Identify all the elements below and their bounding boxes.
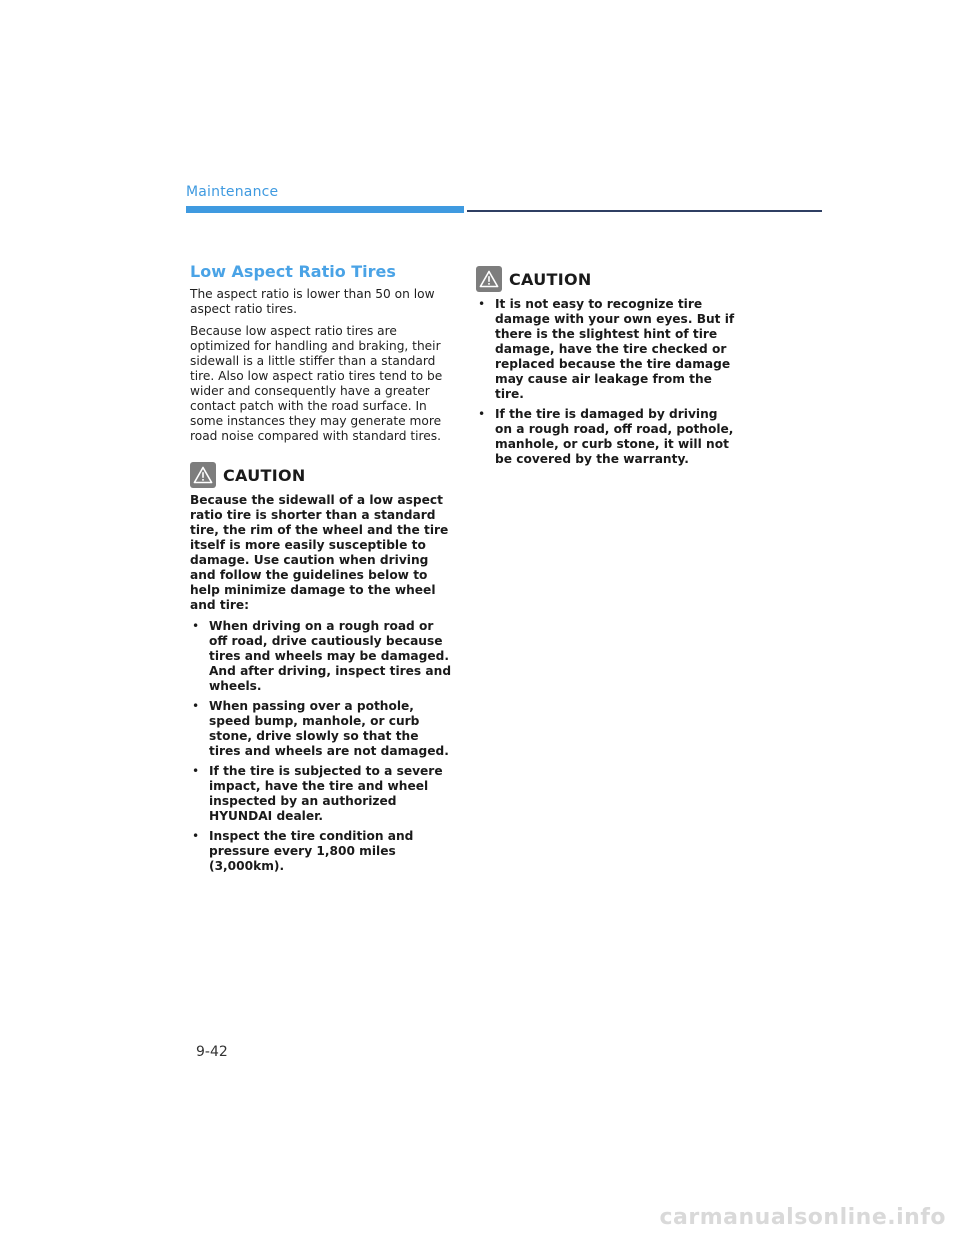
caution-list	[476, 297, 738, 467]
list-item: • Inspect the tire condition and pressure every 1,800 miles (3,000km).	[190, 829, 452, 874]
section-title: Low Aspect Ratio Tires	[190, 262, 396, 281]
list-item: • It is not easy to recognize tire damage with your own eyes. But if there is the slightest hint of tire damage, have the tire checked or replaced because the tire damage may cause air leakage from the tire.	[476, 297, 738, 402]
warning-triangle-icon	[190, 462, 216, 488]
list-item: • When driving on a rough road or off road, drive cautiously because tires and wheels may be damaged. And after driving, inspect tires and wheels.	[190, 619, 452, 694]
list-item: • If the tire is subjected to a severe impact, have the tire and wheel inspected by an authorized HYUNDAI dealer.	[190, 764, 452, 824]
paragraph: Because low aspect ratio tires are optimized for handling and braking, their sidewall is a little stiffer than a standard tire. Also low aspect ratio tires tend to be wider and consequently have a greater contact patch with the road surface. In some instances they may generate more road noise compared with standard tires.	[190, 324, 443, 443]
header-rule	[467, 210, 822, 212]
caution-list	[190, 619, 452, 874]
caution-header	[190, 462, 452, 488]
caution-header	[476, 266, 738, 292]
caution-label: CAUTION	[223, 465, 306, 485]
paragraph: The aspect ratio is lower than 50 on low aspect ratio tires.	[190, 287, 435, 316]
left-column	[190, 262, 452, 879]
warning-triangle-icon	[476, 266, 502, 292]
watermark: carmanualsonline.info	[659, 1205, 946, 1230]
page-number: 9-42	[196, 1044, 228, 1060]
header-accent-bar	[186, 206, 464, 213]
right-column	[476, 262, 738, 472]
caution-intro: Because the sidewall of a low aspect ratio tire is shorter than a standard tire, the rim of the wheel and the tire itself is more easily susceptible to damage. Use caution when driving and follow the guidelines below to help minimize damage to the wheel and tire:	[190, 493, 449, 612]
list-item: • When passing over a pothole, speed bump, manhole, or curb stone, drive slowly so that the tires and wheels are not damaged.	[190, 699, 452, 759]
header-section-label: Maintenance	[186, 184, 279, 200]
caution-label: CAUTION	[509, 269, 592, 289]
list-item: • If the tire is damaged by driving on a rough road, off road, pothole, manhole, or curb stone, it will not be covered by the warranty.	[476, 407, 738, 467]
